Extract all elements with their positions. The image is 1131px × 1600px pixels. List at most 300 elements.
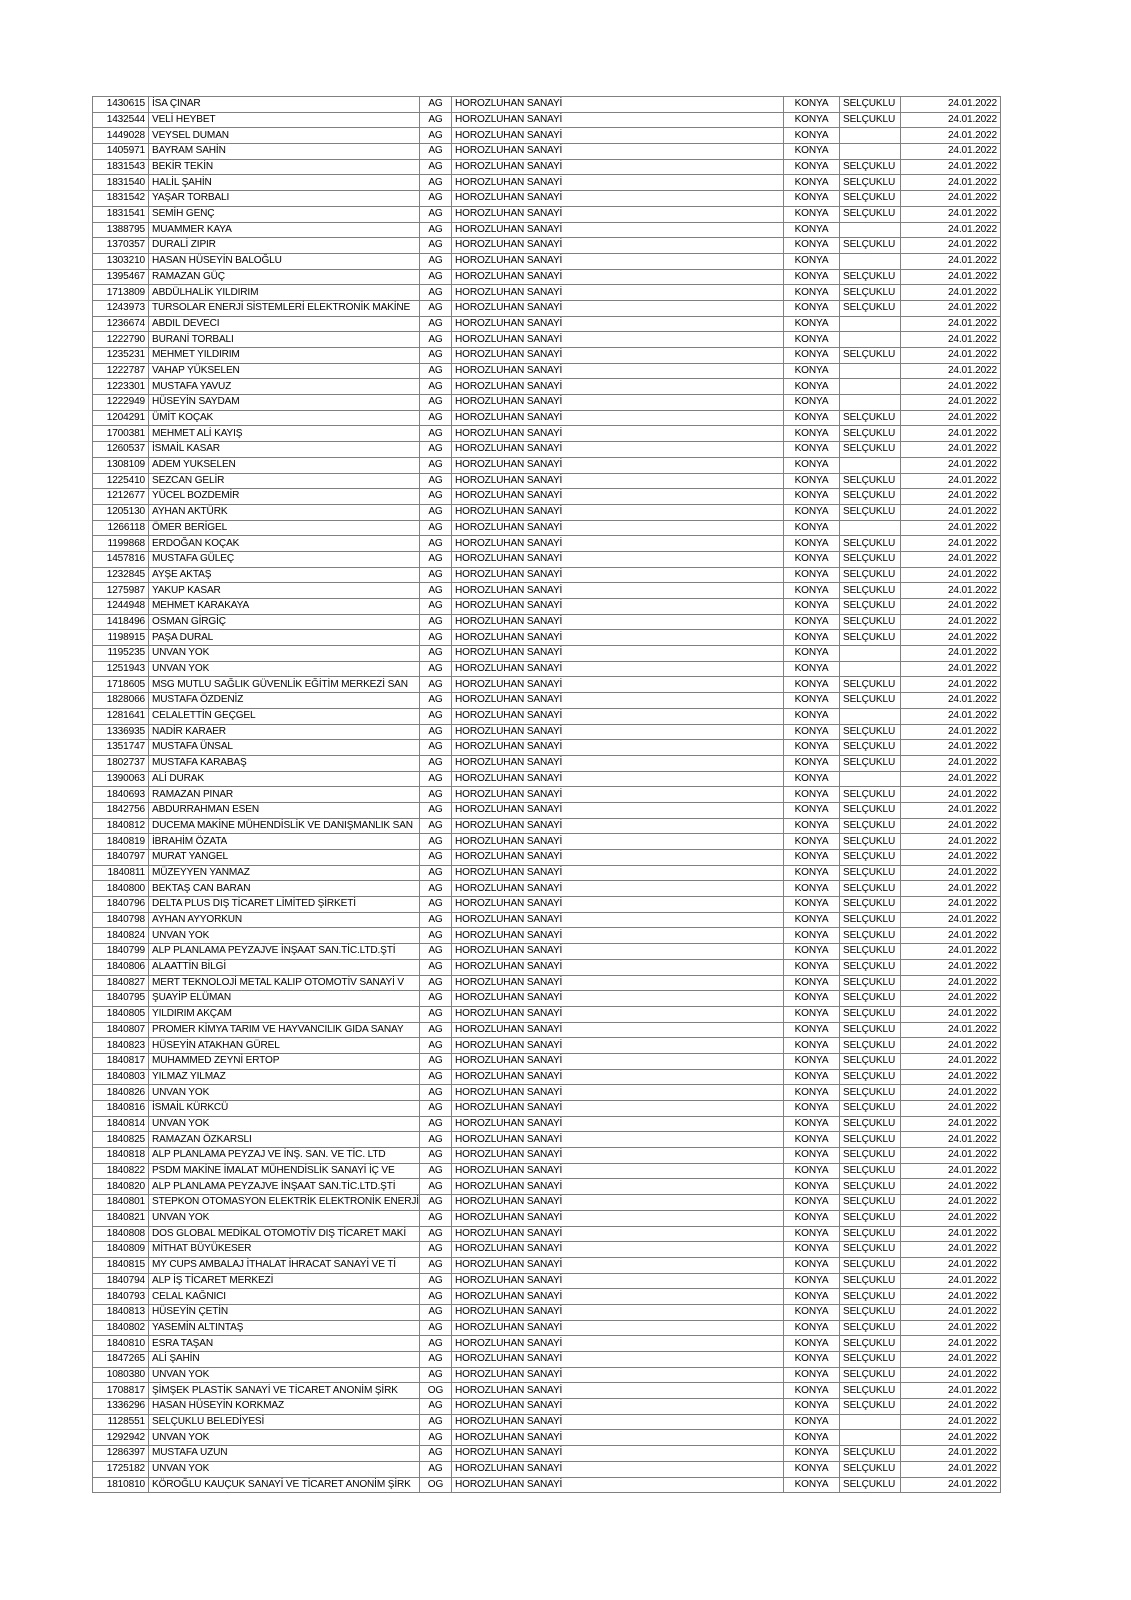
connection-type-cell: AG — [420, 724, 452, 740]
region-cell: HOROZLUHAN SANAYİ — [452, 1163, 784, 1179]
table-row — [93, 583, 1001, 599]
region-cell: HOROZLUHAN SANAYİ — [452, 175, 784, 191]
table-row — [93, 300, 1001, 316]
date-cell: 24.01.2022 — [901, 144, 1001, 160]
district-cell: SELÇUKLU — [840, 1101, 901, 1117]
connection-type-cell: AG — [420, 332, 452, 348]
city-cell: KONYA — [784, 834, 840, 850]
city-cell: KONYA — [784, 693, 840, 709]
connection-type-cell: AG — [420, 159, 452, 175]
subscriber-name-cell: UNVAN YOK — [149, 1367, 420, 1383]
subscriber-no-cell: 1840693 — [93, 787, 149, 803]
region-cell: HOROZLUHAN SANAYİ — [452, 332, 784, 348]
connection-type-cell: AG — [420, 991, 452, 1007]
city-cell: KONYA — [784, 1336, 840, 1352]
city-cell: KONYA — [784, 473, 840, 489]
connection-type-cell: AG — [420, 348, 452, 364]
region-cell: HOROZLUHAN SANAYİ — [452, 1085, 784, 1101]
region-cell: HOROZLUHAN SANAYİ — [452, 1320, 784, 1336]
district-cell: SELÇUKLU — [840, 1446, 901, 1462]
date-cell: 24.01.2022 — [901, 755, 1001, 771]
subscriber-name-cell: ALP İŞ TİCARET MERKEZİ — [149, 1273, 420, 1289]
date-cell: 24.01.2022 — [901, 991, 1001, 1007]
date-cell: 24.01.2022 — [901, 1210, 1001, 1226]
district-cell: SELÇUKLU — [840, 1163, 901, 1179]
date-cell: 24.01.2022 — [901, 1461, 1001, 1477]
city-cell: KONYA — [784, 1289, 840, 1305]
city-cell: KONYA — [784, 599, 840, 615]
date-cell: 24.01.2022 — [901, 1399, 1001, 1415]
district-cell: SELÇUKLU — [840, 504, 901, 520]
connection-type-cell: AG — [420, 1257, 452, 1273]
district-cell — [840, 253, 901, 269]
subscriber-name-cell: HÜSEYİN ATAKHAN GÜREL — [149, 1038, 420, 1054]
region-cell: HOROZLUHAN SANAYİ — [452, 1430, 784, 1446]
table-row — [93, 1163, 1001, 1179]
subscriber-name-cell: ABDÜLHALİK YILDIRIM — [149, 285, 420, 301]
subscriber-name-cell: YAŞAR TORBALI — [149, 191, 420, 207]
connection-type-cell: AG — [420, 959, 452, 975]
subscriber-name-cell: MERT TEKNOLOJİ METAL KALIP OTOMOTİV SANAYİ V — [149, 975, 420, 991]
subscriber-name-cell: ERDOĞAN KOÇAK — [149, 536, 420, 552]
city-cell: KONYA — [784, 975, 840, 991]
region-cell: HOROZLUHAN SANAYİ — [452, 191, 784, 207]
subscriber-no-cell: 1840805 — [93, 1006, 149, 1022]
subscriber-name-cell: ABDURRAHMAN ESEN — [149, 802, 420, 818]
subscriber-name-cell: ESRA TAŞAN — [149, 1336, 420, 1352]
region-cell: HOROZLUHAN SANAYİ — [452, 1195, 784, 1211]
subscriber-no-cell: 1432544 — [93, 112, 149, 128]
region-cell: HOROZLUHAN SANAYİ — [452, 897, 784, 913]
date-cell: 24.01.2022 — [901, 128, 1001, 144]
city-cell: KONYA — [784, 787, 840, 803]
date-cell: 24.01.2022 — [901, 1477, 1001, 1493]
table-row — [93, 1320, 1001, 1336]
subscriber-name-cell: İSMAİL KASAR — [149, 442, 420, 458]
city-cell: KONYA — [784, 567, 840, 583]
connection-type-cell: AG — [420, 1320, 452, 1336]
subscriber-no-cell: 1842756 — [93, 802, 149, 818]
subscriber-no-cell: 1336935 — [93, 724, 149, 740]
city-cell: KONYA — [784, 426, 840, 442]
subscriber-no-cell: 1222949 — [93, 395, 149, 411]
connection-type-cell: AG — [420, 1022, 452, 1038]
connection-type-cell: AG — [420, 1148, 452, 1164]
connection-type-cell: AG — [420, 850, 452, 866]
subscriber-name-cell: MUAMMER KAYA — [149, 222, 420, 238]
table-row — [93, 1085, 1001, 1101]
date-cell: 24.01.2022 — [901, 1242, 1001, 1258]
table-row — [93, 1304, 1001, 1320]
date-cell: 24.01.2022 — [901, 551, 1001, 567]
subscriber-name-cell: BURANİ TORBALI — [149, 332, 420, 348]
subscriber-no-cell: 1225410 — [93, 473, 149, 489]
subscriber-no-cell: 1840825 — [93, 1132, 149, 1148]
date-cell: 24.01.2022 — [901, 1116, 1001, 1132]
city-cell: KONYA — [784, 865, 840, 881]
subscriber-name-cell: MUSTAFA GÜLEÇ — [149, 551, 420, 567]
table-row — [93, 897, 1001, 913]
connection-type-cell: OG — [420, 1477, 452, 1493]
region-cell: HOROZLUHAN SANAYİ — [452, 1367, 784, 1383]
subscriber-no-cell: 1128551 — [93, 1414, 149, 1430]
subscriber-name-cell: CELAL KAĞNICI — [149, 1289, 420, 1305]
table-row — [93, 802, 1001, 818]
table-row — [93, 865, 1001, 881]
subscriber-no-cell: 1831541 — [93, 206, 149, 222]
subscriber-name-cell: ABDIL DEVECI — [149, 316, 420, 332]
date-cell: 24.01.2022 — [901, 959, 1001, 975]
region-cell: HOROZLUHAN SANAYİ — [452, 1210, 784, 1226]
table-row — [93, 473, 1001, 489]
region-cell: HOROZLUHAN SANAYİ — [452, 959, 784, 975]
region-cell: HOROZLUHAN SANAYİ — [452, 1116, 784, 1132]
table-row — [93, 1210, 1001, 1226]
region-cell: HOROZLUHAN SANAYİ — [452, 755, 784, 771]
district-cell: SELÇUKLU — [840, 567, 901, 583]
subscriber-name-cell: ADEM YUKSELEN — [149, 457, 420, 473]
date-cell: 24.01.2022 — [901, 473, 1001, 489]
connection-type-cell: AG — [420, 520, 452, 536]
table-row — [93, 1336, 1001, 1352]
district-cell: SELÇUKLU — [840, 865, 901, 881]
table-row — [93, 520, 1001, 536]
city-cell: KONYA — [784, 159, 840, 175]
region-cell: HOROZLUHAN SANAYİ — [452, 708, 784, 724]
region-cell: HOROZLUHAN SANAYİ — [452, 1242, 784, 1258]
subscriber-name-cell: MUSTAFA ÖZDENİZ — [149, 693, 420, 709]
region-cell: HOROZLUHAN SANAYİ — [452, 583, 784, 599]
district-cell: SELÇUKLU — [840, 1257, 901, 1273]
subscriber-name-cell: ALİ ŞAHİN — [149, 1352, 420, 1368]
connection-type-cell: AG — [420, 363, 452, 379]
date-cell: 24.01.2022 — [901, 897, 1001, 913]
table-row — [93, 175, 1001, 191]
connection-type-cell: AG — [420, 834, 452, 850]
date-cell: 24.01.2022 — [901, 928, 1001, 944]
date-cell: 24.01.2022 — [901, 269, 1001, 285]
subscriber-no-cell: 1840819 — [93, 834, 149, 850]
date-cell: 24.01.2022 — [901, 1289, 1001, 1305]
subscriber-name-cell: ALP PLANLAMA PEYZAJVE İNŞAAT SAN.TİC.LTD.ŞTİ — [149, 944, 420, 960]
table-row — [93, 1367, 1001, 1383]
subscriber-no-cell: 1292942 — [93, 1430, 149, 1446]
subscriber-no-cell: 1235231 — [93, 348, 149, 364]
table-row — [93, 379, 1001, 395]
date-cell: 24.01.2022 — [901, 222, 1001, 238]
district-cell: SELÇUKLU — [840, 897, 901, 913]
subscriber-no-cell: 1840811 — [93, 865, 149, 881]
district-cell: SELÇUKLU — [840, 1289, 901, 1305]
table-row — [93, 191, 1001, 207]
subscriber-no-cell: 1236674 — [93, 316, 149, 332]
date-cell: 24.01.2022 — [901, 1006, 1001, 1022]
subscriber-name-cell: ALİ DURAK — [149, 771, 420, 787]
connection-type-cell: AG — [420, 1038, 452, 1054]
region-cell: HOROZLUHAN SANAYİ — [452, 1257, 784, 1273]
region-cell: HOROZLUHAN SANAYİ — [452, 1148, 784, 1164]
table-row — [93, 97, 1001, 113]
district-cell: SELÇUKLU — [840, 991, 901, 1007]
subscriber-no-cell: 1847265 — [93, 1352, 149, 1368]
table-row — [93, 1273, 1001, 1289]
connection-type-cell: AG — [420, 395, 452, 411]
table-row — [93, 959, 1001, 975]
date-cell: 24.01.2022 — [901, 661, 1001, 677]
connection-type-cell: AG — [420, 253, 452, 269]
table-row — [93, 442, 1001, 458]
subscriber-no-cell: 1251943 — [93, 661, 149, 677]
district-cell: SELÇUKLU — [840, 551, 901, 567]
connection-type-cell: AG — [420, 128, 452, 144]
connection-type-cell: AG — [420, 975, 452, 991]
subscriber-no-cell: 1840817 — [93, 1053, 149, 1069]
city-cell: KONYA — [784, 1446, 840, 1462]
district-cell — [840, 646, 901, 662]
district-cell: SELÇUKLU — [840, 1383, 901, 1399]
city-cell: KONYA — [784, 379, 840, 395]
city-cell: KONYA — [784, 191, 840, 207]
date-cell: 24.01.2022 — [901, 865, 1001, 881]
table-row — [93, 332, 1001, 348]
subscriber-name-cell: YASEMİN ALTINTAŞ — [149, 1320, 420, 1336]
region-cell: HOROZLUHAN SANAYİ — [452, 771, 784, 787]
subscriber-no-cell: 1828066 — [93, 693, 149, 709]
table-row — [93, 285, 1001, 301]
connection-type-cell: AG — [420, 379, 452, 395]
district-cell — [840, 144, 901, 160]
region-cell: HOROZLUHAN SANAYİ — [452, 1101, 784, 1117]
date-cell: 24.01.2022 — [901, 536, 1001, 552]
subscriber-name-cell: UNVAN YOK — [149, 1430, 420, 1446]
district-cell: SELÇUKLU — [840, 912, 901, 928]
table-row — [93, 614, 1001, 630]
district-cell: SELÇUKLU — [840, 928, 901, 944]
subscriber-no-cell: 1831542 — [93, 191, 149, 207]
subscriber-no-cell: 1286397 — [93, 1446, 149, 1462]
table-row — [93, 457, 1001, 473]
subscriber-name-cell: HASAN HÜSEYİN BALOĞLU — [149, 253, 420, 269]
connection-type-cell: AG — [420, 1226, 452, 1242]
subscriber-no-cell: 1802737 — [93, 755, 149, 771]
connection-type-cell: AG — [420, 1132, 452, 1148]
subscriber-no-cell: 1212677 — [93, 489, 149, 505]
district-cell: SELÇUKLU — [840, 1085, 901, 1101]
connection-type-cell: AG — [420, 1336, 452, 1352]
connection-type-cell: AG — [420, 175, 452, 191]
subscriber-name-cell: UNVAN YOK — [149, 1210, 420, 1226]
date-cell: 24.01.2022 — [901, 818, 1001, 834]
subscriber-no-cell: 1831543 — [93, 159, 149, 175]
district-cell: SELÇUKLU — [840, 1273, 901, 1289]
date-cell: 24.01.2022 — [901, 834, 1001, 850]
city-cell: KONYA — [784, 395, 840, 411]
subscriber-no-cell: 1418496 — [93, 614, 149, 630]
subscriber-no-cell: 1840800 — [93, 881, 149, 897]
region-cell: HOROZLUHAN SANAYİ — [452, 316, 784, 332]
date-cell: 24.01.2022 — [901, 426, 1001, 442]
subscriber-name-cell: UNVAN YOK — [149, 1085, 420, 1101]
subscriber-no-cell: 1395467 — [93, 269, 149, 285]
region-cell: HOROZLUHAN SANAYİ — [452, 944, 784, 960]
connection-type-cell: AG — [420, 944, 452, 960]
subscriber-no-cell: 1725182 — [93, 1461, 149, 1477]
city-cell: KONYA — [784, 928, 840, 944]
city-cell: KONYA — [784, 912, 840, 928]
region-cell: HOROZLUHAN SANAYİ — [452, 1273, 784, 1289]
region-cell: HOROZLUHAN SANAYİ — [452, 677, 784, 693]
city-cell: KONYA — [784, 850, 840, 866]
connection-type-cell: AG — [420, 787, 452, 803]
connection-type-cell: AG — [420, 1195, 452, 1211]
district-cell: SELÇUKLU — [840, 112, 901, 128]
subscriber-name-cell: STEPKON OTOMASYON ELEKTRİK ELEKTRONİK ENERJİ — [149, 1195, 420, 1211]
city-cell: KONYA — [784, 661, 840, 677]
district-cell: SELÇUKLU — [840, 1226, 901, 1242]
table-row — [93, 1148, 1001, 1164]
table-row — [93, 661, 1001, 677]
connection-type-cell: AG — [420, 771, 452, 787]
region-cell: HOROZLUHAN SANAYİ — [452, 599, 784, 615]
connection-type-cell: AG — [420, 646, 452, 662]
connection-type-cell: AG — [420, 1461, 452, 1477]
subscriber-no-cell: 1388795 — [93, 222, 149, 238]
connection-type-cell: AG — [420, 1273, 452, 1289]
region-cell: HOROZLUHAN SANAYİ — [452, 1179, 784, 1195]
subscriber-name-cell: SEMİH GENÇ — [149, 206, 420, 222]
connection-type-cell: AG — [420, 1116, 452, 1132]
date-cell: 24.01.2022 — [901, 1195, 1001, 1211]
table-row — [93, 881, 1001, 897]
date-cell: 24.01.2022 — [901, 1383, 1001, 1399]
date-cell: 24.01.2022 — [901, 1352, 1001, 1368]
region-cell: HOROZLUHAN SANAYİ — [452, 928, 784, 944]
date-cell: 24.01.2022 — [901, 1038, 1001, 1054]
subscriber-no-cell: 1840803 — [93, 1069, 149, 1085]
subscriber-no-cell: 1840794 — [93, 1273, 149, 1289]
district-cell — [840, 661, 901, 677]
date-cell: 24.01.2022 — [901, 1430, 1001, 1446]
subscriber-no-cell: 1840809 — [93, 1242, 149, 1258]
connection-type-cell: AG — [420, 144, 452, 160]
district-cell — [840, 316, 901, 332]
subscriber-no-cell: 1840821 — [93, 1210, 149, 1226]
district-cell: SELÇUKLU — [840, 1336, 901, 1352]
city-cell: KONYA — [784, 1038, 840, 1054]
connection-type-cell: AG — [420, 693, 452, 709]
city-cell: KONYA — [784, 1367, 840, 1383]
date-cell: 24.01.2022 — [901, 881, 1001, 897]
connection-type-cell: AG — [420, 630, 452, 646]
subscriber-name-cell: RAMAZAN PINAR — [149, 787, 420, 803]
subscriber-no-cell: 1195235 — [93, 646, 149, 662]
subscriber-name-cell: MUSTAFA ÜNSAL — [149, 740, 420, 756]
region-cell: HOROZLUHAN SANAYİ — [452, 1352, 784, 1368]
table-row — [93, 1038, 1001, 1054]
district-cell — [840, 771, 901, 787]
connection-type-cell: AG — [420, 583, 452, 599]
city-cell: KONYA — [784, 316, 840, 332]
district-cell: SELÇUKLU — [840, 300, 901, 316]
region-cell: HOROZLUHAN SANAYİ — [452, 159, 784, 175]
region-cell: HOROZLUHAN SANAYİ — [452, 740, 784, 756]
district-cell: SELÇUKLU — [840, 1179, 901, 1195]
subscriber-no-cell: 1260537 — [93, 442, 149, 458]
subscriber-name-cell: DELTA PLUS DIŞ TİCARET LİMİTED ŞİRKETİ — [149, 897, 420, 913]
date-cell: 24.01.2022 — [901, 1179, 1001, 1195]
region-cell: HOROZLUHAN SANAYİ — [452, 1414, 784, 1430]
subscriber-name-cell: BEKTAŞ CAN BARAN — [149, 881, 420, 897]
date-cell: 24.01.2022 — [901, 1022, 1001, 1038]
subscriber-name-cell: HASAN HÜSEYİN KORKMAZ — [149, 1399, 420, 1415]
district-cell — [840, 128, 901, 144]
table-row — [93, 944, 1001, 960]
subscriber-no-cell: 1840799 — [93, 944, 149, 960]
table-row — [93, 834, 1001, 850]
table-row — [93, 222, 1001, 238]
region-cell: HOROZLUHAN SANAYİ — [452, 1461, 784, 1477]
region-cell: HOROZLUHAN SANAYİ — [452, 802, 784, 818]
date-cell: 24.01.2022 — [901, 159, 1001, 175]
table-row — [93, 238, 1001, 254]
district-cell: SELÇUKLU — [840, 1242, 901, 1258]
city-cell: KONYA — [784, 112, 840, 128]
subscriber-name-cell: MÜZEYYEN YANMAZ — [149, 865, 420, 881]
table-row — [93, 363, 1001, 379]
city-cell: KONYA — [784, 881, 840, 897]
date-cell: 24.01.2022 — [901, 599, 1001, 615]
date-cell: 24.01.2022 — [901, 583, 1001, 599]
city-cell: KONYA — [784, 1179, 840, 1195]
table-row — [93, 1430, 1001, 1446]
connection-type-cell: AG — [420, 238, 452, 254]
subscriber-name-cell: YILDIRIM AKÇAM — [149, 1006, 420, 1022]
connection-type-cell: AG — [420, 865, 452, 881]
city-cell: KONYA — [784, 442, 840, 458]
date-cell: 24.01.2022 — [901, 1414, 1001, 1430]
region-cell: HOROZLUHAN SANAYİ — [452, 1383, 784, 1399]
city-cell: KONYA — [784, 1304, 840, 1320]
connection-type-cell: AG — [420, 112, 452, 128]
table-row — [93, 1179, 1001, 1195]
city-cell: KONYA — [784, 504, 840, 520]
connection-type-cell: AG — [420, 1430, 452, 1446]
city-cell: KONYA — [784, 551, 840, 567]
date-cell: 24.01.2022 — [901, 1257, 1001, 1273]
table-row — [93, 1226, 1001, 1242]
connection-type-cell: AG — [420, 912, 452, 928]
connection-type-cell: AG — [420, 567, 452, 583]
city-cell: KONYA — [784, 1461, 840, 1477]
region-cell: HOROZLUHAN SANAYİ — [452, 97, 784, 113]
region-cell: HOROZLUHAN SANAYİ — [452, 238, 784, 254]
city-cell: KONYA — [784, 269, 840, 285]
table-row — [93, 787, 1001, 803]
city-cell: KONYA — [784, 1430, 840, 1446]
date-cell: 24.01.2022 — [901, 379, 1001, 395]
connection-type-cell: AG — [420, 1446, 452, 1462]
subscriber-no-cell: 1840798 — [93, 912, 149, 928]
region-cell: HOROZLUHAN SANAYİ — [452, 646, 784, 662]
subscriber-name-cell: PROMER KİMYA TARIM VE HAYVANCILIK GIDA SANAY — [149, 1022, 420, 1038]
connection-type-cell: AG — [420, 661, 452, 677]
date-cell: 24.01.2022 — [901, 238, 1001, 254]
district-cell — [840, 520, 901, 536]
connection-type-cell: AG — [420, 1304, 452, 1320]
date-cell: 24.01.2022 — [901, 1053, 1001, 1069]
city-cell: KONYA — [784, 1148, 840, 1164]
table-row — [93, 1132, 1001, 1148]
